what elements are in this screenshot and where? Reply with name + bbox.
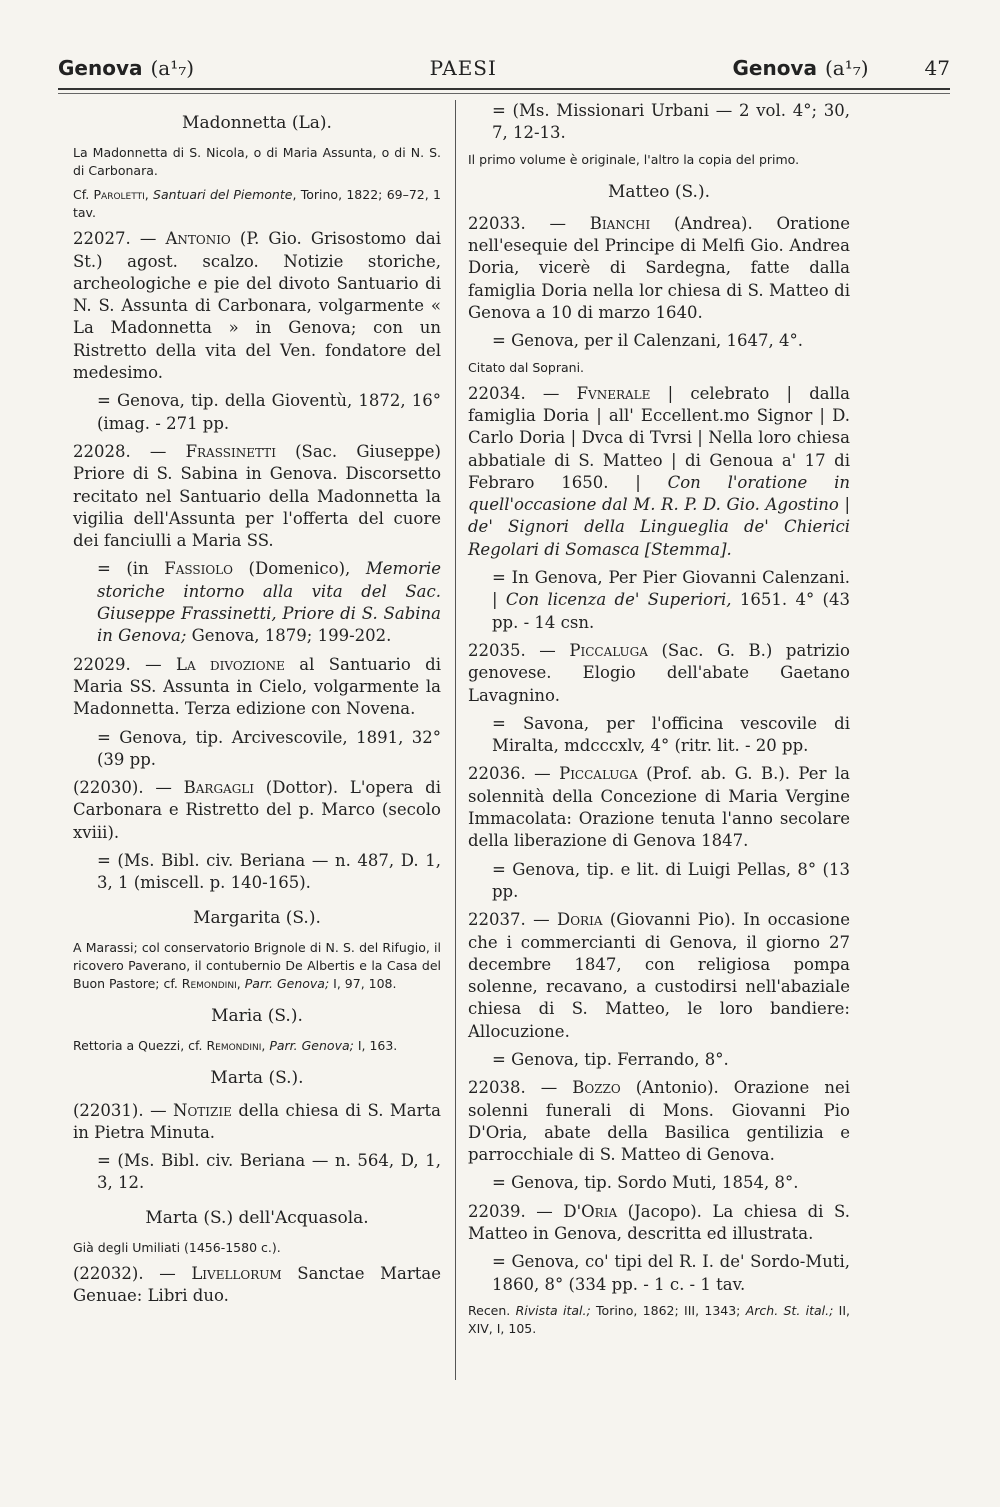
entry-number: 22033. — xyxy=(468,213,590,233)
section-title-margarita: Margarita (S.). xyxy=(193,907,321,928)
entry-author: Fvnerale xyxy=(576,383,651,403)
entry-text: al Santuario di Maria SS. Assunta in Cielo, volgarmente la Madonnetta. Terza edizione con Novena. xyxy=(73,654,441,719)
note-title: Santuari del Piemonte xyxy=(153,187,293,203)
note-author: Remondini xyxy=(206,1038,262,1054)
entry-number: 22038. — xyxy=(468,1078,573,1098)
entry-22036 xyxy=(468,763,850,852)
entry-italic: Con l'oratione in quell'occasione dal M. R. P. D. Gio. Agostino | de' Signori della Lingueglia de' Chierici Regolari di Somasca [Stemma]. xyxy=(468,472,850,559)
entry-number: 22036. — xyxy=(468,764,560,784)
entry-number: 22028. — xyxy=(73,441,186,461)
entry-author: La divozione xyxy=(176,654,285,674)
note-title: Parr. Genova; xyxy=(244,975,330,991)
entry-22028 xyxy=(73,441,441,552)
note-text: II, XIV, I, 105. xyxy=(468,1302,850,1336)
note-continued: Il primo volume è originale, l'altro la copia del primo. xyxy=(468,151,800,167)
entry-22030 xyxy=(73,777,441,844)
entry-text: (Sac. Giuseppe) Priore di S. Sabina in Genova. Discorsetto recitato nel Santuario della Madonnetta la vigilia dell'Assunta per l'offerta del cuore dei fanciulli a Maria SS. xyxy=(73,441,441,551)
page-number: 47 xyxy=(924,56,950,80)
pub-text: = (in xyxy=(97,559,165,579)
header-right xyxy=(732,56,950,80)
note-author: Remondini xyxy=(181,975,237,991)
entry-author: Doria xyxy=(556,910,603,930)
header-rule-thin xyxy=(58,93,950,94)
right-column xyxy=(468,100,850,1344)
entry-22029 xyxy=(73,654,441,721)
page-header xyxy=(58,48,950,88)
entry-number: 22034. — xyxy=(468,383,577,403)
entry-number: 22039. — xyxy=(468,1201,564,1221)
header-left-code: (a¹₇) xyxy=(150,56,195,80)
section-title-madonnetta: Madonnetta (La). xyxy=(182,113,332,133)
note-acquasola: Già degli Umiliati (1456-1580 c.). xyxy=(73,1239,281,1255)
note-margarita xyxy=(73,939,441,993)
entry-text: (Jacopo). La chiesa di S. Matteo in Genova, descritta ed illustrata. xyxy=(468,1201,850,1244)
entry-text: (Andrea). Oratione nell'esequie del Principe di Melfi Gio. Andrea Doria, vicerè di Sardegna, fatte dalla famiglia Doria nella lor chiesa di S. Matteo di Genova a 10 di marzo 1640. xyxy=(468,213,850,323)
header-right-code: (a¹₇) xyxy=(824,56,869,80)
entry-22028-pub xyxy=(73,558,441,647)
entry-22035-pub: = Savona, per l'officina vescovile di Miralta, mdcccxlv, 4° (ritr. lit. - 20 pp. xyxy=(492,713,850,756)
entry-author: D'Oria xyxy=(563,1201,618,1221)
section-title-maria: Maria (S.). xyxy=(211,1005,303,1026)
entry-22039 xyxy=(468,1201,850,1246)
pub-text: Genova, 1879; 199-202. xyxy=(186,626,392,646)
note-maria xyxy=(73,1037,441,1055)
entry-number: 22035. — xyxy=(468,640,570,660)
entry-number: 22037. — xyxy=(468,910,557,930)
entry-22037-pub: = Genova, tip. Ferrando, 8°. xyxy=(492,1049,729,1069)
note-text: Cf. xyxy=(73,187,94,203)
note-text: Torino, 1862; III, 1343; xyxy=(590,1302,746,1318)
note-text: Rettoria a Quezzi, cf. xyxy=(73,1038,207,1054)
section-title-matteo: Matteo (S.). xyxy=(607,181,711,202)
pub-text: = In Genova, Per Pier Giovanni Calenzani. | xyxy=(492,568,850,610)
entry-author: Notizie xyxy=(173,1100,232,1120)
note-text: , xyxy=(144,187,154,203)
entry-author: Antonio xyxy=(165,229,231,249)
entry-author: Piccaluga xyxy=(569,640,648,660)
note-title: Parr. Genova; xyxy=(269,1038,354,1054)
entry-number: 22029. — xyxy=(73,654,177,674)
entry-22032 xyxy=(73,1263,441,1308)
pub-text: (Domenico), xyxy=(232,559,366,579)
entry-22039-pub: = Genova, co' tipi del R. I. de' Sordo-Muti, 1860, 8° (334 pp. - 1 c. - 1 tav. xyxy=(492,1252,850,1294)
pub-title: Memorie storiche intorno alla vita del Sac. Giuseppe Frassinetti, Priore di S. Sabina in Genova; xyxy=(97,559,442,646)
note-author: Paroletti xyxy=(93,187,145,203)
entry-text: (Dottor). L'opera di Carbonara e Ristretto del p. Marco (secolo xviii). xyxy=(73,778,441,842)
note-text: Recen. xyxy=(468,1302,516,1318)
entry-author: Livellorum xyxy=(191,1263,282,1283)
entry-number: (22031). — xyxy=(73,1100,174,1120)
entry-number: (22032). — xyxy=(73,1263,192,1283)
entry-author: Piccaluga xyxy=(559,764,638,784)
note-title: Arch. St. ital.; xyxy=(745,1302,834,1318)
entry-22035 xyxy=(468,640,850,707)
header-left xyxy=(58,56,194,80)
note-madonnetta-ref xyxy=(73,186,441,222)
note-text: , xyxy=(236,975,245,991)
entry-22037 xyxy=(468,909,850,1043)
entry-22027 xyxy=(73,228,441,384)
note-title: Rivista ital.; xyxy=(515,1302,591,1318)
entry-22031-pub: = (Ms. Bibl. civ. Beriana — n. 564, D, 1, 3, 12. xyxy=(97,1151,441,1193)
section-title-marta-acquasola: Marta (S.) dell'Acquasola. xyxy=(145,1207,369,1228)
header-section: PAESI xyxy=(429,56,497,80)
entry-text: della chiesa di S. Marta in Pietra Minuta. xyxy=(73,1100,441,1142)
entry-22031 xyxy=(73,1100,441,1145)
entry-author: Frassinetti xyxy=(185,441,276,461)
entry-text: Sanctae Martae Genuae: Libri duo. xyxy=(73,1263,441,1306)
note-text: , xyxy=(261,1038,270,1054)
column-divider xyxy=(455,100,456,1380)
entry-number: 22027. — xyxy=(73,229,166,249)
note-22039-recensione xyxy=(468,1302,850,1338)
entry-number: (22030). — xyxy=(73,778,184,798)
note-22033: Citato dal Soprani. xyxy=(468,359,585,375)
continued-pub: = (Ms. Missionari Urbani — 2 vol. 4°; 30, 7, 12-13. xyxy=(492,101,850,143)
entry-text: (P. Gio. Grisostomo dai St.) agost. scalzo. Notizie storiche, archeologiche e pie del divoto Santuario di N. S. Assunta di Carbonara, volgarmente « La Madonnetta » in Genova; con un Ristretto della vita del Ven. fondatore del medesimo. xyxy=(73,229,441,383)
entry-text: (Sac. G. B.) patrizio genovese. Elogio dell'abate Gaetano Lavagnino. xyxy=(468,640,850,705)
note-text: , Torino, 1822; 69–72, 1 tav. xyxy=(73,187,441,221)
entry-22038-pub: = Genova, tip. Sordo Muti, 1854, 8°. xyxy=(492,1173,799,1193)
entry-text: (Antonio). Orazione nei solenni funerali di Mons. Giovanni Pio D'Oria, abate della Basilica gentilizia e parrocchiale di S. Matteo di Genova. xyxy=(468,1078,850,1165)
entry-22034 xyxy=(468,383,850,561)
entry-22027-pub: = Genova, tip. della Gioventù, 1872, 16° (imag. - 271 pp. xyxy=(97,391,441,433)
entry-text: (Prof. ab. G. B.). Per la solennità della Concezione di Maria Vergine Immacolata: Orazione tenuta l'anno secolare della liberazione di Genova 1847. xyxy=(468,764,850,851)
entry-22036-pub: = Genova, tip. e lit. di Luigi Pellas, 8° (13 pp. xyxy=(492,859,850,901)
entry-author: Bargagli xyxy=(183,778,255,798)
left-column xyxy=(73,100,441,1314)
entry-22030-pub: = (Ms. Bibl. civ. Beriana — n. 487, D. 1, 3, 1 (miscell. p. 140-165). xyxy=(97,851,441,893)
header-rule-thick xyxy=(58,88,950,90)
entry-author: Bianchi xyxy=(589,213,651,233)
header-left-place: Genova xyxy=(58,56,143,80)
entry-22033 xyxy=(468,213,850,324)
note-text: I, 163. xyxy=(353,1038,398,1054)
note-text: I, 97, 108. xyxy=(329,975,397,991)
entry-22029-pub: = Genova, tip. Arcivescovile, 1891, 32° (39 pp. xyxy=(97,727,441,769)
header-right-place: Genova xyxy=(732,56,817,80)
note-text: A Marassi; col conservatorio Brignole di N. S. del Rifugio, il ricovero Paverano, il contubernio De Albertis e la Casa del Buon Pastore; cf. xyxy=(73,939,441,991)
entry-text: (Giovanni Pio). In occasione che i commercianti di Genova, il giorno 27 decembre 1847, con religiosa pompa solenne, recavano, a custodirsi nell'abaziale chiesa di S. Matteo, le loro bandiere: Allocuzione. xyxy=(468,910,850,1041)
pub-author: Fassiolo xyxy=(164,559,233,579)
entry-22034-pub xyxy=(468,567,850,634)
entry-text: | celebrato | dalla famiglia Doria | all' Eccellent.mo Signor | D. Carlo Doria | Dvca di Tvrsi | Nella loro chiesa abbatiale di S. Matteo | di Genoua a' 17 di Febraro 1650. | xyxy=(468,383,850,492)
pub-text: 1651. 4° (43 pp. - 14 csn. xyxy=(492,590,850,632)
pub-italic: Con licenza de' Superiori, xyxy=(505,590,732,610)
note-madonnetta: La Madonnetta di S. Nicola, o di Maria Assunta, o di N. S. di Carbonara. xyxy=(73,145,441,179)
entry-22038 xyxy=(468,1077,850,1166)
entry-22033-pub: = Genova, per il Calenzani, 1647, 4°. xyxy=(492,331,804,351)
entry-author: Bozzo xyxy=(572,1078,621,1098)
section-title-marta: Marta (S.). xyxy=(210,1068,304,1089)
